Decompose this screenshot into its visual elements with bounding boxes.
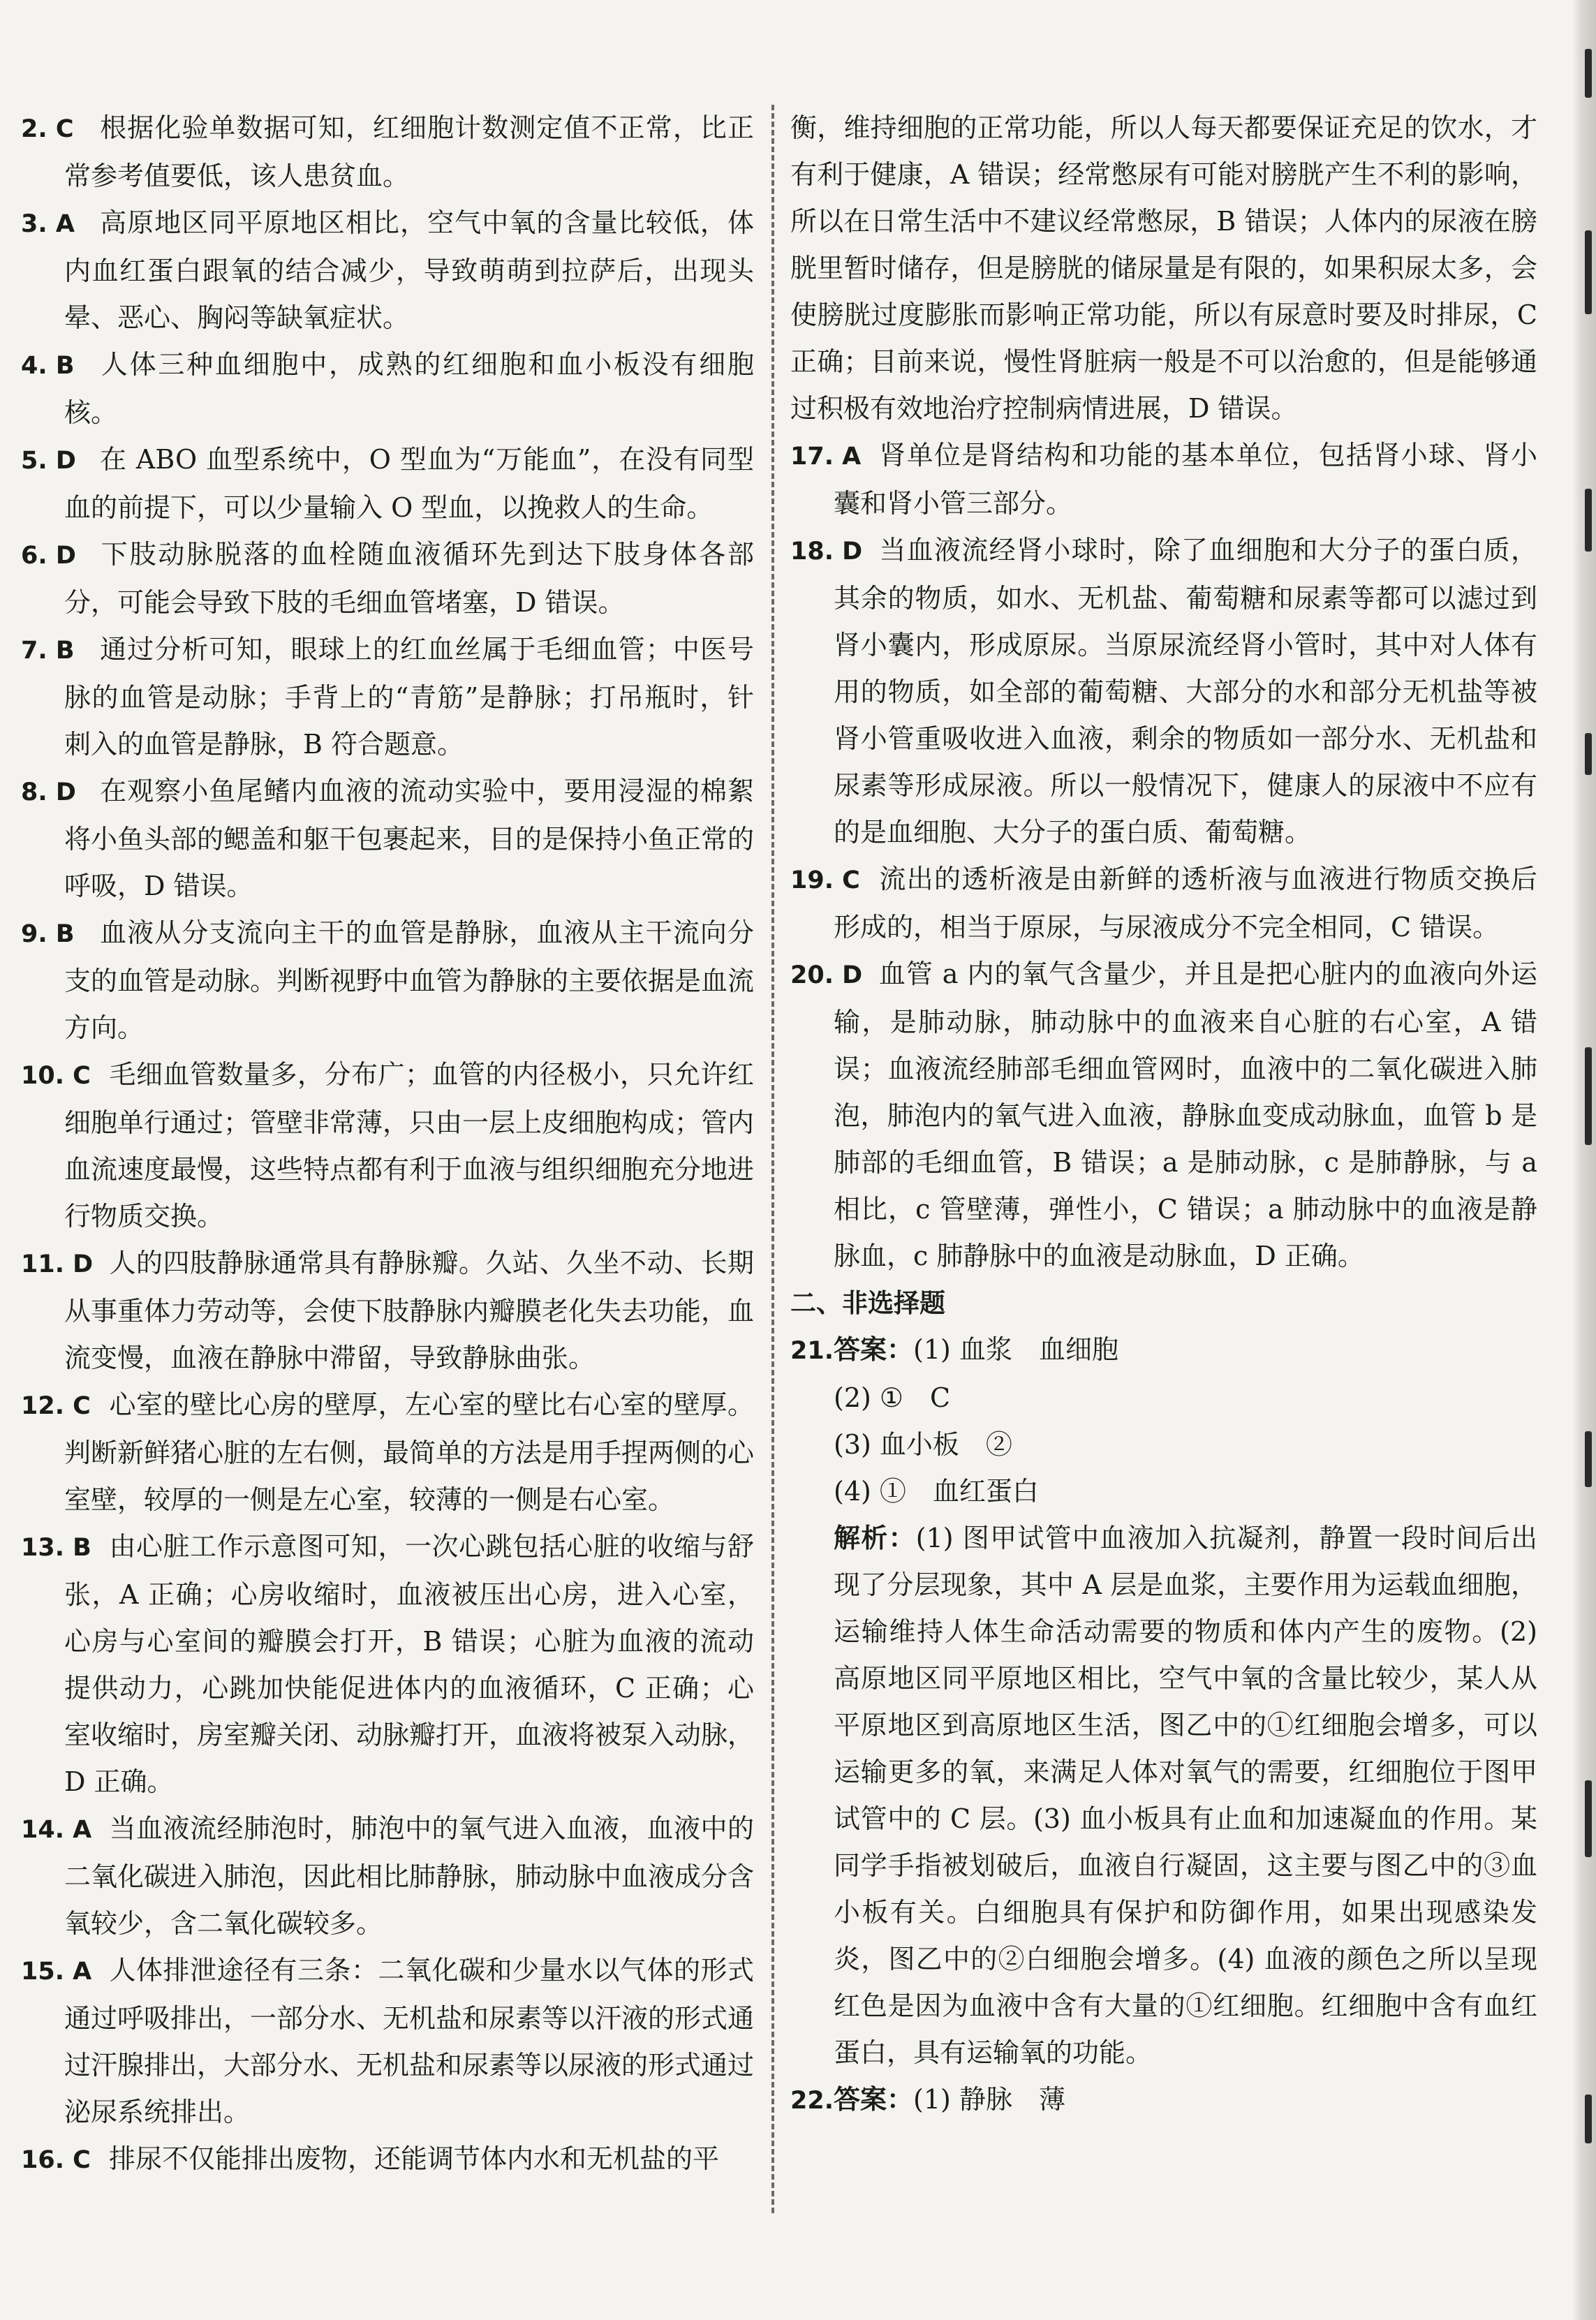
edge-mark [1585, 1047, 1592, 1145]
answer-line: (3) 血小板 ② [834, 1429, 1012, 1460]
answer-line: (2) ① C [834, 1382, 951, 1413]
edge-mark [1585, 49, 1592, 98]
explanation: 解析：(1) 图甲试管中血液加入抗凝剂，静置一段时间后出现了分层现象，其中 A 层是血浆，主要作用为运载血细胞，运输维持人体生命活动需要的物质和体内产生的废物。(2) 高原地区同平原地区相比，空气中氧的含量比较少，某人从平原地区到高原地区生活，图乙中的①红细胞会增多，可以运输更多的氧，来满足人体对氧气的需要，红细胞位于图甲试管中的 C 层。(3) 血小板具有止血和加速凝血的作用。某同学手指被划破后，血液自行凝固，这主要与图乙中的③血小板有关。白细胞具有保护和防御作用，如果出现感染发炎，图乙中的②白细胞会增多。(4) 血液的颜色之所以呈现红色是因为血液中含有大量的①红细胞。红细胞中含有血红蛋白，具有运输氧的功能。 [834, 1523, 1537, 2068]
answer-item: 2. C 根据化验单数据可知，红细胞计数测定值不正常，比正常参考值要低，该人患贫血。 [21, 112, 754, 191]
answer-item: 19. C 流出的透析液是由新鲜的透析液与血液进行物质交换后形成的，相当于原尿，与尿液成分不完全相同，C 错误。 [790, 864, 1537, 943]
answer-item: 15. A 人体排泄途径有三条：二氧化碳和少量水以气体的形式通过呼吸排出，一部分水、无机盐和尿素等以汗液的形式通过汗腺排出，大部分水、无机盐和尿素等以尿液的形式通过泌尿系统排出。 [21, 1955, 755, 2127]
answer-item: 5. D 在 ABO 血型系统中，O 型血为“万能血”，在没有同型血的前提下，可以少量输入 O 型血，以挽救人的生命。 [21, 444, 754, 523]
edge-mark [1585, 733, 1592, 775]
answer-line: (4) ① 血红蛋白 [834, 1476, 1039, 1507]
answer-item: 8. D 在观察小鱼尾鳍内血液的流动实验中，要用浸湿的棉絮将小鱼头部的鳃盖和躯干包裹起来，目的是保持小鱼正常的呼吸，D 错误。 [21, 776, 755, 901]
answer-item: 17. A 肾单位是肾结构和功能的基本单位，包括肾小球、肾小囊和肾小管三部分。 [790, 440, 1537, 519]
edge-mark [1585, 489, 1592, 552]
edge-mark [1585, 230, 1592, 314]
left-column [21, 105, 754, 2184]
right-column [790, 105, 1537, 2125]
answer-item: 20. D 血管 a 内的氧气含量少，并且是把心脏内的血液向外运输，是肺动脉，肺动脉中的血液来自心脏的右心室，A 错误；血液流经肺部毛细血管网时，血液中的二氧化碳进入肺泡，肺泡内的氧气进入血液，静脉血变成动脉血，血管 b 是肺部的毛细血管，B 错误；a 是肺动脉，c 是肺静脉，与 a 相比，c 管壁薄，弹性小，C 错误；a 肺动脉中的血液是静脉血，c 肺静脉中的血液是动脉血，D 正确。 [790, 959, 1537, 1271]
answer-item: 18. D 当血液流经肾小球时，除了血细胞和大分子的蛋白质，其余的物质，如水、无机盐、葡萄糖和尿素等都可以滤过到肾小囊内，形成原尿。当原尿流经肾小管时，其中对人体有用的物质，如全部的葡萄糖、大部分的水和部分无机盐等被肾小管重吸收进入血液，剩余的物质如一部分水、无机盐和尿素等形成尿液。所以一般情况下，健康人的尿液中不应有的是血细胞、大分子的蛋白质、葡萄糖。 [790, 535, 1537, 848]
answer-item: 6. D 下肢动脉脱落的血栓随血液循环先到达下肢身体各部分，可能会导致下肢的毛细血管堵塞，D 错误。 [21, 539, 754, 618]
edge-mark [1585, 1431, 1592, 1487]
answer-item: 3. A 高原地区同平原地区相比，空气中氧的含量比较低，体内血红蛋白跟氧的结合减少，导致萌萌到拉萨后，出现头晕、恶心、胸闷等缺氧症状。 [21, 207, 754, 333]
question-22: 22.答案：(1) 静脉 薄 [790, 2084, 1065, 2115]
answer-item: 4. B 人体三种血细胞中，成熟的红细胞和血小板没有细胞核。 [21, 349, 754, 428]
column-divider [771, 105, 774, 2213]
edge-mark [1585, 2094, 1592, 2143]
question-21: 21.答案：(1) 血浆 血细胞 [790, 1334, 1118, 1365]
answer-item: 11. D 人的四肢静脉通常具有静脉瓣。久站、久坐不动、长期从事重体力劳动等，会使下肢静脉内瓣膜老化失去功能，血流变慢，血液在静脉中滞留，导致静脉曲张。 [21, 1248, 755, 1373]
answer-item: 14. A 当血液流经肺泡时，肺泡中的氧气进入血液，血液中的二氧化碳进入肺泡，因此相比肺静脉，肺动脉中血液成分含氧较少，含二氧化碳较多。 [21, 1813, 755, 1939]
answer-item: 9. B 血液从分支流向主干的血管是静脉，血液从主干流向分支的血管是动脉。判断视野中血管为静脉的主要依据是血流方向。 [21, 917, 755, 1043]
answer-item: 12. C 心室的壁比心房的壁厚，左心室的壁比右心室的壁厚。判断新鲜猪心脏的左右侧，最简单的方法是用手捏两侧的心室壁，较厚的一侧是左心室，较薄的一侧是右心室。 [21, 1389, 755, 1515]
section-title: 二、非选择题 [790, 1288, 945, 1318]
answer-item: 13. B 由心脏工作示意图可知，一次心跳包括心脏的收缩与舒张，A 正确；心房收缩时，血液被压出心房，进入心室，心房与心室间的瓣膜会打开，B 错误；心脏为血液的流动提供动力，心跳加快能促进体内的血液循环，C 正确；心室收缩时，房室瓣关闭、动脉瓣打开，血液将被泵入动脉，D 正确。 [21, 1531, 755, 1797]
answer-item: 16. C 排尿不仅能排出废物，还能调节体内水和无机盐的平 [21, 2143, 720, 2174]
page-edge [1572, 0, 1596, 2320]
continued-text: 衡，维持细胞的正常功能，所以人每天都要保证充足的饮水，才有利于健康，A 错误；经常憋尿有可能对膀胱产生不利的影响，所以在日常生活中不建议经常憋尿，B 错误；人体内的尿液在膀胱里暂时储存，但是膀胱的储尿量是有限的，如果积尿太多，会使膀胱过度膨胀而影响正常功能，所以有尿意时要及时排尿，C 正确；目前来说，慢性肾脏病一般是不可以治愈的，但是能够通过积极有效地治疗控制病情进展，D 错误。 [790, 112, 1537, 424]
edge-mark [1585, 1780, 1592, 1857]
answer-item: 7. B 通过分析可知，眼球上的红血丝属于毛细血管；中医号脉的血管是动脉；手背上的“青筋”是静脉；打吊瓶时，针刺入的血管是静脉，B 符合题意。 [21, 634, 754, 760]
answer-item: 10. C 毛细血管数量多，分布广；血管的内径极小，只允许红细胞单行通过；管壁非常薄，只由一层上皮细胞构成；管内血流速度最慢，这些特点都有利于血液与组织细胞充分地进行物质交换。 [21, 1059, 755, 1232]
